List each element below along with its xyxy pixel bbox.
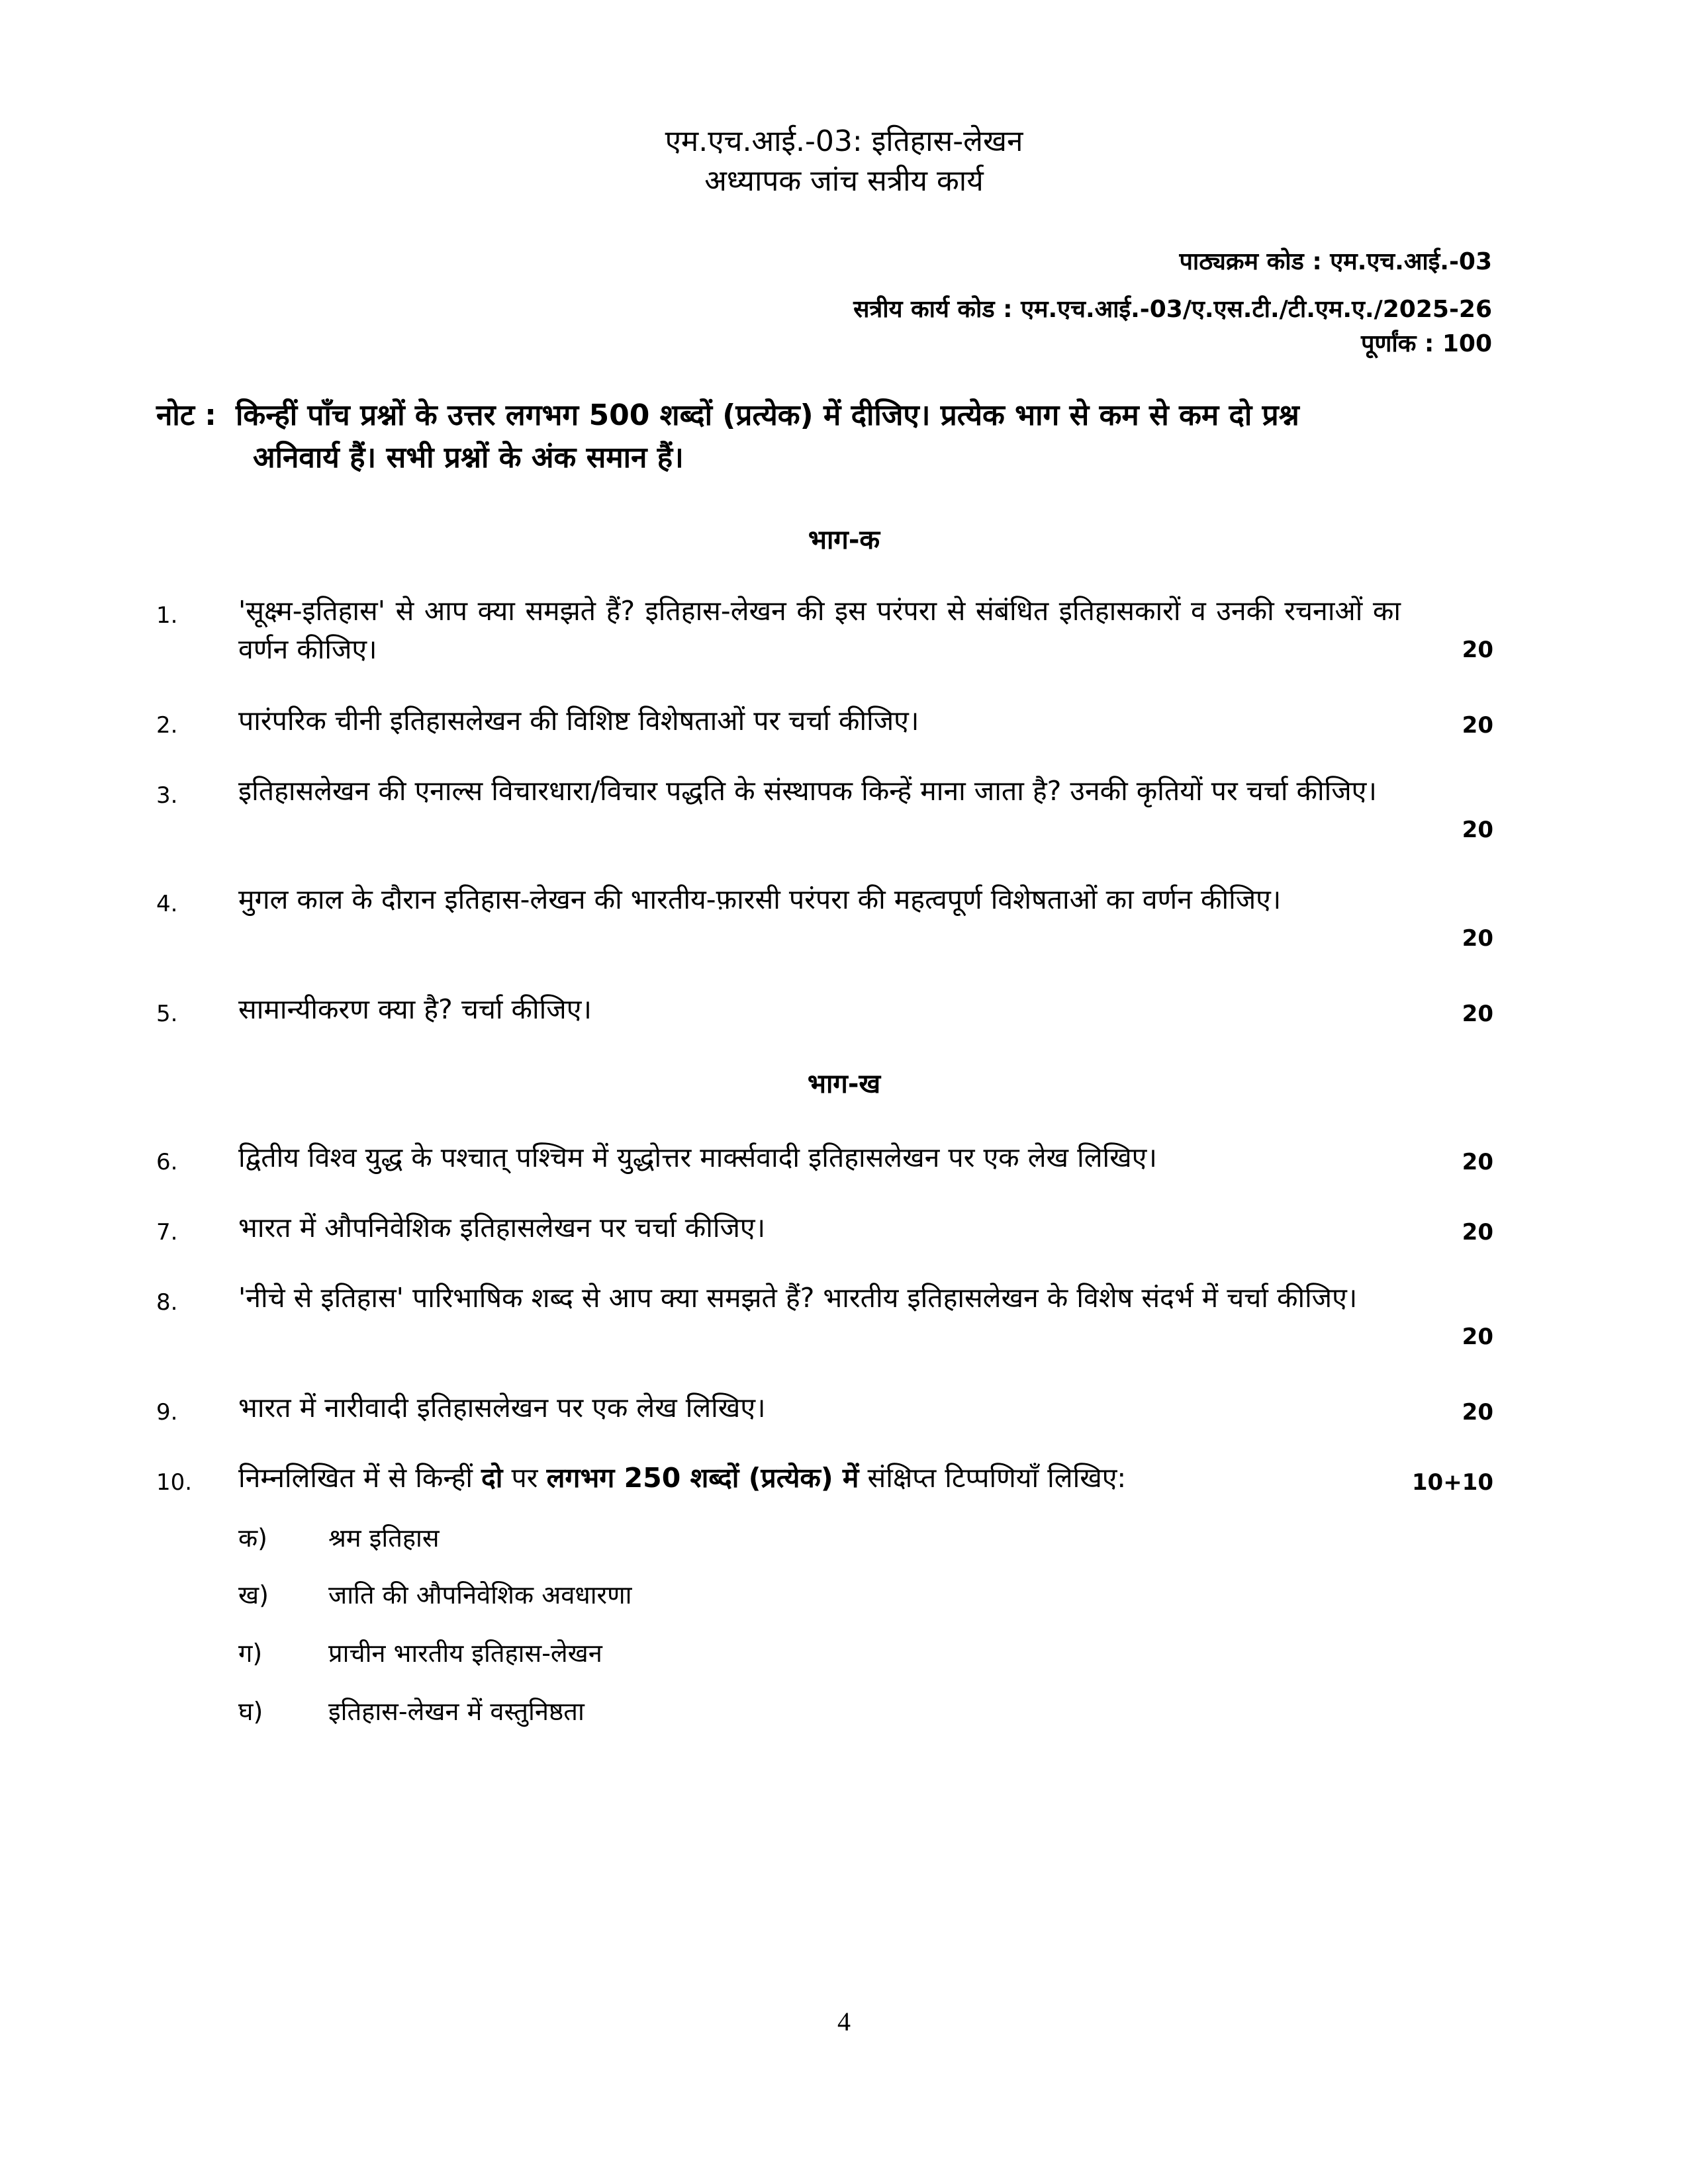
- q10-text-part-2: पर: [511, 1462, 538, 1494]
- q10-emphasis-length: लगभग 250 शब्दों (प्रत्येक) में: [546, 1462, 859, 1494]
- question-marks: 20: [1462, 1399, 1493, 1426]
- question-number: 6.: [156, 1149, 178, 1175]
- question-text: द्वितीय विश्व युद्ध के पश्चात् पश्चिम में युद्धोत्तर मार्क्सवादी इतिहासलेखन पर एक लेख लिखिए।: [238, 1142, 1157, 1173]
- max-marks: पूर्णांक : 100: [1360, 330, 1492, 357]
- question-number: 3.: [156, 782, 178, 809]
- question-marks: 20: [1462, 1001, 1493, 1027]
- note-line-1: किन्हीं पाँच प्रश्नों के उत्तर लगभग 500 शब्दों (प्रत्येक) में दीजिए। प्रत्येक भाग से कम से कम दो प्रश्न: [236, 398, 1299, 432]
- question-number: 2.: [156, 712, 178, 739]
- question-text: 'नीचे से इतिहास' पारिभाषिक शब्द से आप क्या समझते हैं? भारतीय इतिहासलेखन के विशेष संदर्भ में चर्चा कीजिए।: [238, 1282, 1358, 1314]
- question-text: [238, 1459, 1126, 1497]
- question-number: 5.: [156, 1001, 178, 1027]
- question-marks: 20: [1462, 925, 1493, 952]
- question-text: सामान्यीकरण क्या है? चर्चा कीजिए।: [238, 993, 592, 1025]
- q10-emphasis-count: दो: [481, 1462, 503, 1494]
- option-text: जाति की औपनिवेशिक अवधारणा: [328, 1580, 632, 1610]
- question-marks: 10+10: [1411, 1469, 1493, 1496]
- question-number: 9.: [156, 1399, 178, 1426]
- assignment-code: सत्रीय कार्य कोड : एम.एच.आई.-03/ए.एस.टी./टी.एम.ए./2025-26: [853, 296, 1492, 323]
- question-marks: 20: [1462, 712, 1493, 739]
- option-letter: ग): [238, 1639, 263, 1668]
- section-b-heading: भाग-ख: [807, 1069, 881, 1099]
- option-text: श्रम इतिहास: [328, 1524, 440, 1553]
- option-letter: क): [238, 1524, 268, 1553]
- option-letter: घ): [238, 1697, 263, 1726]
- question-marks: 20: [1462, 1219, 1493, 1246]
- note-line-2: अनिवार्य हैं। सभी प्रश्नों के अंक समान हैं।: [253, 441, 684, 475]
- option-letter: ख): [238, 1580, 269, 1610]
- section-a-heading: भाग-क: [808, 525, 880, 555]
- q10-text-part-3: संक्षिप्त टिप्पणियाँ लिखिए:: [867, 1462, 1127, 1494]
- question-marks: 20: [1462, 817, 1493, 843]
- option-text: इतिहास-लेखन में वस्तुनिष्ठता: [328, 1697, 585, 1726]
- question-marks: 20: [1462, 1324, 1493, 1350]
- question-number: 1.: [156, 602, 178, 629]
- question-text: इतिहासलेखन की एनाल्स विचारधारा/विचार पद्धति के संस्थापक किन्हें माना जाता है? उनकी कृतियों पर चर्चा कीजिए।: [238, 775, 1377, 807]
- question-text: भारत में औपनिवेशिक इतिहासलेखन पर चर्चा कीजिए।: [238, 1212, 766, 1244]
- question-text: भारत में नारीवादी इतिहासलेखन पर एक लेख लिखिए।: [238, 1392, 766, 1424]
- option-text: प्राचीन भारतीय इतिहास-लेखन: [328, 1639, 602, 1668]
- question-text: पारंपरिक चीनी इतिहासलेखन की विशिष्ट विशेषताओं पर चर्चा कीजिए।: [238, 705, 919, 737]
- q10-text-part-1: निम्नलिखित में से किन्हीं: [238, 1462, 473, 1494]
- question-number: 10.: [156, 1469, 193, 1496]
- question-marks: 20: [1462, 637, 1493, 663]
- question-number: 4.: [156, 891, 178, 917]
- course-code: पाठ्यक्रम कोड : एम.एच.आई.-03: [1179, 248, 1492, 275]
- question-text: मुगल काल के दौरान इतिहास-लेखन की भारतीय-फ़ारसी परंपरा की महत्वपूर्ण विशेषताओं का वर्णन कीजिए।: [238, 884, 1282, 915]
- assignment-subtitle: अध्यापक जांच सत्रीय कार्य: [704, 164, 984, 198]
- page-number: 4: [837, 2007, 851, 2036]
- course-title: एम.एच.आई.-03: इतिहास-लेखन: [665, 124, 1023, 158]
- note-label: नोट :: [156, 398, 216, 432]
- question-marks: 20: [1462, 1149, 1493, 1175]
- question-text: 'सूक्ष्म-इतिहास' से आप क्या समझते हैं? इतिहास-लेखन की इस परंपरा से संबंधित इतिहासकारों व उनकी रचनाओं का वर्णन कीजिए।: [238, 595, 1401, 665]
- question-number: 8.: [156, 1289, 178, 1316]
- question-number: 7.: [156, 1219, 178, 1246]
